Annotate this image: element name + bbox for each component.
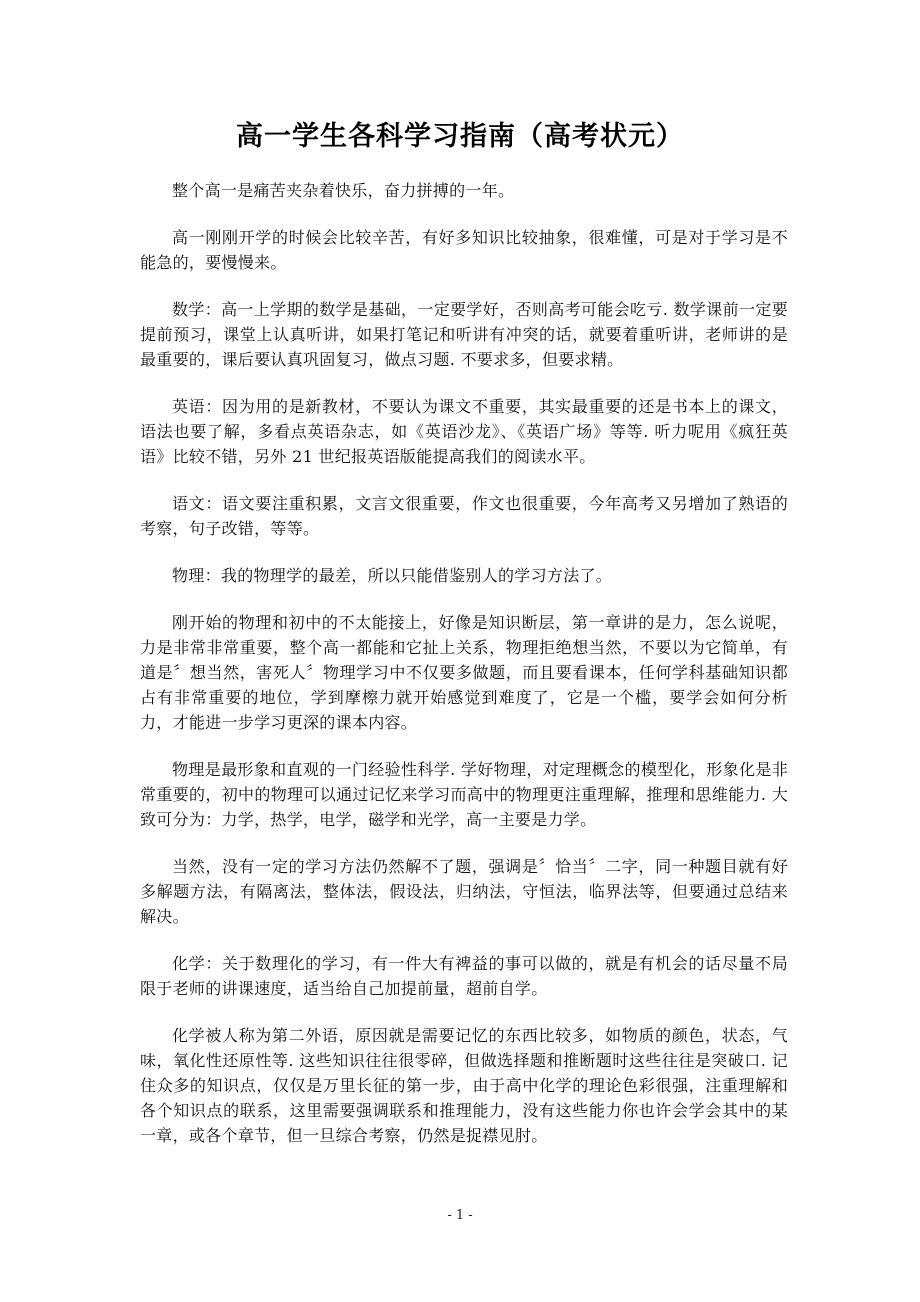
page-number: - 1 - <box>447 1208 473 1223</box>
paragraph-physics-force: 刚开始的物理和初中的不太能接上，好像是知识断层，第一章讲的是力，怎么说呢，力是非常非常重要，整个高一都能和它扯上关系，物理拒绝想当然，不要以为它简单，有道是〞想当然，害死人〞物理学习中不仅要多做题，而且要看课本，任何学科基础知识都占有非常重要的地位，学到摩檫力就开始感觉到难度了，它是一个槛，要学会如何分析力，才能进一步学习更深的课本内容。 <box>140 613 788 732</box>
paragraph-chemistry: 化学：关于数理化的学习，有一件大有裨益的事可以做的，就是有机会的话尽量不局限于老师的讲课速度，适当给自己加提前量，超前自学。 <box>140 954 788 998</box>
paragraph-physics-methods: 当然，没有一定的学习方法仍然解不了题，强调是〞恰当〞二字，同一种题目就有好多解题方法，有隔离法，整体法，假设法，归纳法，守恒法，临界法等，但要通过总结来解决。 <box>140 857 788 926</box>
paragraph-chemistry-memory: 化学被人称为第二外语，原因就是需要记忆的东西比较多，如物质的颜色，状态，气味，氧化性还原性等. 这些知识往往很零碎，但做选择题和推断题时这些往往是突破口. 记住众多的知识点，仅仅是万里长征的第一步，由于高中化学的理论色彩很强，注重理解和各个知识点的联系，这里需要强调联系和推理能力，没有这些能力你也许会学会其中的某一章，或各个章节，但一旦综合考察，仍然是捉襟见肘。 <box>140 1026 788 1145</box>
paragraph-chinese: 语文：语文要注重积累，文言文很重要，作文也很重要，今年高考又另增加了熟语的考察，句子改错，等等。 <box>140 494 788 538</box>
paragraph-physics: 物理：我的物理学的最差，所以只能借鉴别人的学习方法了。 <box>172 566 613 585</box>
document-title: 高一学生各科学习指南（高考状元） <box>236 121 684 152</box>
paragraph-english: 英语：因为用的是新教材，不要认为课文不重要，其实最重要的还是书本上的课文，语法也要了解，多看点英语杂志，如《英语沙龙》、《英语广场》等等. 听力呢用《疯狂英语》比较不错，另外 21 世纪报英语版能提高我们的阅读水平。 <box>140 397 788 466</box>
paragraph-physics-science: 物理是最形象和直观的一门经验性科学. 学好物理，对定理概念的模型化，形象化是非常重要的，初中的物理可以通过记忆来学习而高中的物理更注重理解，推理和思维能力. 大致可分为：力学，热学，电学，磁学和光学，高一主要是力学。 <box>140 760 788 829</box>
paragraph-start: 高一刚刚开学的时候会比较辛苦，有好多知识比较抽象，很难懂，可是对于学习是不能急的，要慢慢来。 <box>140 228 788 272</box>
paragraph-intro: 整个高一是痛苦夹杂着快乐，奋力拼搏的一年。 <box>172 181 515 200</box>
document-body <box>140 178 788 1170</box>
paragraph-math: 数学：高一上学期的数学是基础，一定要学好，否则高考可能会吃亏. 数学课前一定要提前预习，课堂上认真听讲，如果打笔记和听讲有冲突的话，就要着重听讲，老师讲的是最重要的，课后要认真巩固复习，做点习题. 不要求多，但要求精。 <box>140 300 788 369</box>
